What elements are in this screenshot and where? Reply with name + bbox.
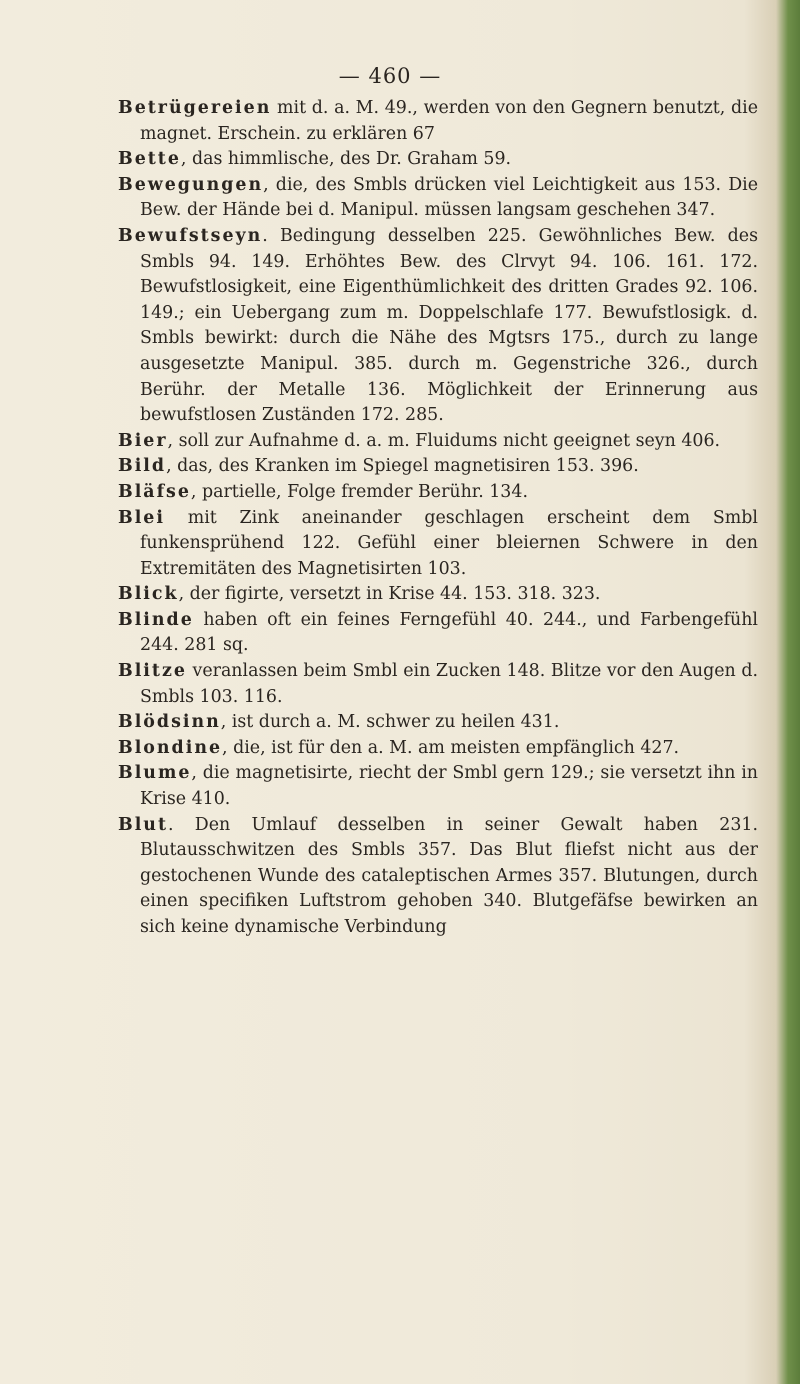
entry-text: mit d. a. M. 49., werden von den Gegnern benutzt, die magnet. Erschein. zu erklären 67: [140, 98, 758, 144]
page-header: — 460 —: [338, 64, 442, 88]
index-entry: [118, 147, 758, 173]
entry-keyword: Blick: [118, 584, 179, 605]
entry-keyword: Bewufstseyn: [118, 225, 263, 246]
entry-keyword: Bild: [118, 456, 167, 477]
entry-text: , die, ist für den a. M. am meisten empfänglich 427.: [222, 737, 680, 758]
entry-text: , das himmlische, des Dr. Graham 59.: [180, 149, 512, 170]
entry-text: , die magnetisirte, riecht der Smbl gern 129.; sie versetzt ihn in Krise 410.: [140, 763, 758, 810]
entry-text: haben oft ein feines Ferngefühl 40. 244., und Farbengefühl 244. 281 sq.: [140, 609, 758, 656]
index-entry: [118, 659, 758, 710]
index-entry: [118, 761, 758, 812]
index-entry: [118, 96, 758, 147]
entry-keyword: Bewegungen: [118, 174, 264, 195]
entry-text: , partielle, Folge fremder Berühr. 134.: [190, 481, 528, 502]
index-entry: [118, 582, 758, 608]
entry-keyword: Bier: [118, 430, 168, 451]
entry-text: mit Zink aneinander geschlagen erscheint dem Smbl funkensprühend 122. Gefühl einer bleiernen Schwere in den Extremitäten des Magnetisirten 103.: [140, 507, 758, 579]
entry-keyword: Blinde: [118, 609, 194, 630]
entry-keyword: Blitze: [118, 661, 187, 682]
entry-keyword: Blödsinn: [118, 712, 221, 733]
entry-keyword: Blut: [118, 814, 168, 835]
entry-keyword: Blume: [118, 763, 192, 784]
index-entry: [118, 608, 758, 659]
index-entries: [118, 96, 758, 941]
index-entry: [118, 813, 758, 941]
entry-text: veranlassen beim Smbl ein Zucken 148. Blitze vor den Augen d. Smbls 103. 116.: [140, 661, 758, 707]
index-entry: [118, 480, 758, 506]
index-entry: [118, 506, 758, 583]
index-entry: [118, 224, 758, 429]
index-entry: [118, 429, 758, 455]
entry-text: , ist durch a. M. schwer zu heilen 431.: [220, 712, 560, 733]
entry-text: , die, des Smbls drücken viel Leichtigkeit aus 153. Die Bew. der Hände bei d. Manipul. müssen langsam geschehen 347.: [140, 174, 758, 221]
entry-keyword: Blondine: [118, 737, 223, 758]
entry-keyword: Bette: [118, 149, 181, 170]
index-entry: [118, 454, 758, 480]
entry-text: , das, des Kranken im Spiegel magnetisiren 153. 396.: [166, 456, 639, 477]
entry-text: . Den Umlauf desselben in seiner Gewalt haben 231. Blutausschwitzen des Smbls 357. Das Blut fliefst nicht aus der gestochenen Wunde des cataleptischen Armes 357. Blutungen, durch einen specifiken Luftstrom gehoben 340. Blutgefäfse bewirken an sich keine dynamische Verbindung: [140, 814, 758, 937]
index-entry: [118, 173, 758, 224]
entry-text: , der figirte, versetzt in Krise 44. 153. 318. 323.: [178, 584, 601, 605]
entry-text: . Bedingung desselben 225. Gewöhnliches Bew. des Smbls 94. 149. Erhöhtes Bew. des Clrvyt 94. 106. 161. 172. Bewufstlosigkeit, eine Eigenthümlichkeit des dritten Grades 92. 106. 149.; ein Uebergang zum m. Doppelschlafe 177. Bewufstlosigk. d. Smbls bewirkt: durch die Nähe des Mgtsrs 175., durch zu lange ausgesetzte Manipul. 385. durch m. Gegenstriche 326., durch Berühr. der Metalle 136. Möglichkeit der Erinnerung aus bewufstlosen Zuständen 172. 285.: [140, 225, 758, 426]
entry-text: , soll zur Aufnahme d. a. m. Fluidums nicht geeignet seyn 406.: [167, 430, 721, 451]
index-entry: [118, 710, 758, 736]
entry-keyword: Blei: [118, 507, 165, 528]
entry-keyword: Bläfse: [118, 481, 191, 502]
entry-keyword: Betrügereien: [118, 98, 272, 118]
index-entry: [118, 736, 758, 762]
